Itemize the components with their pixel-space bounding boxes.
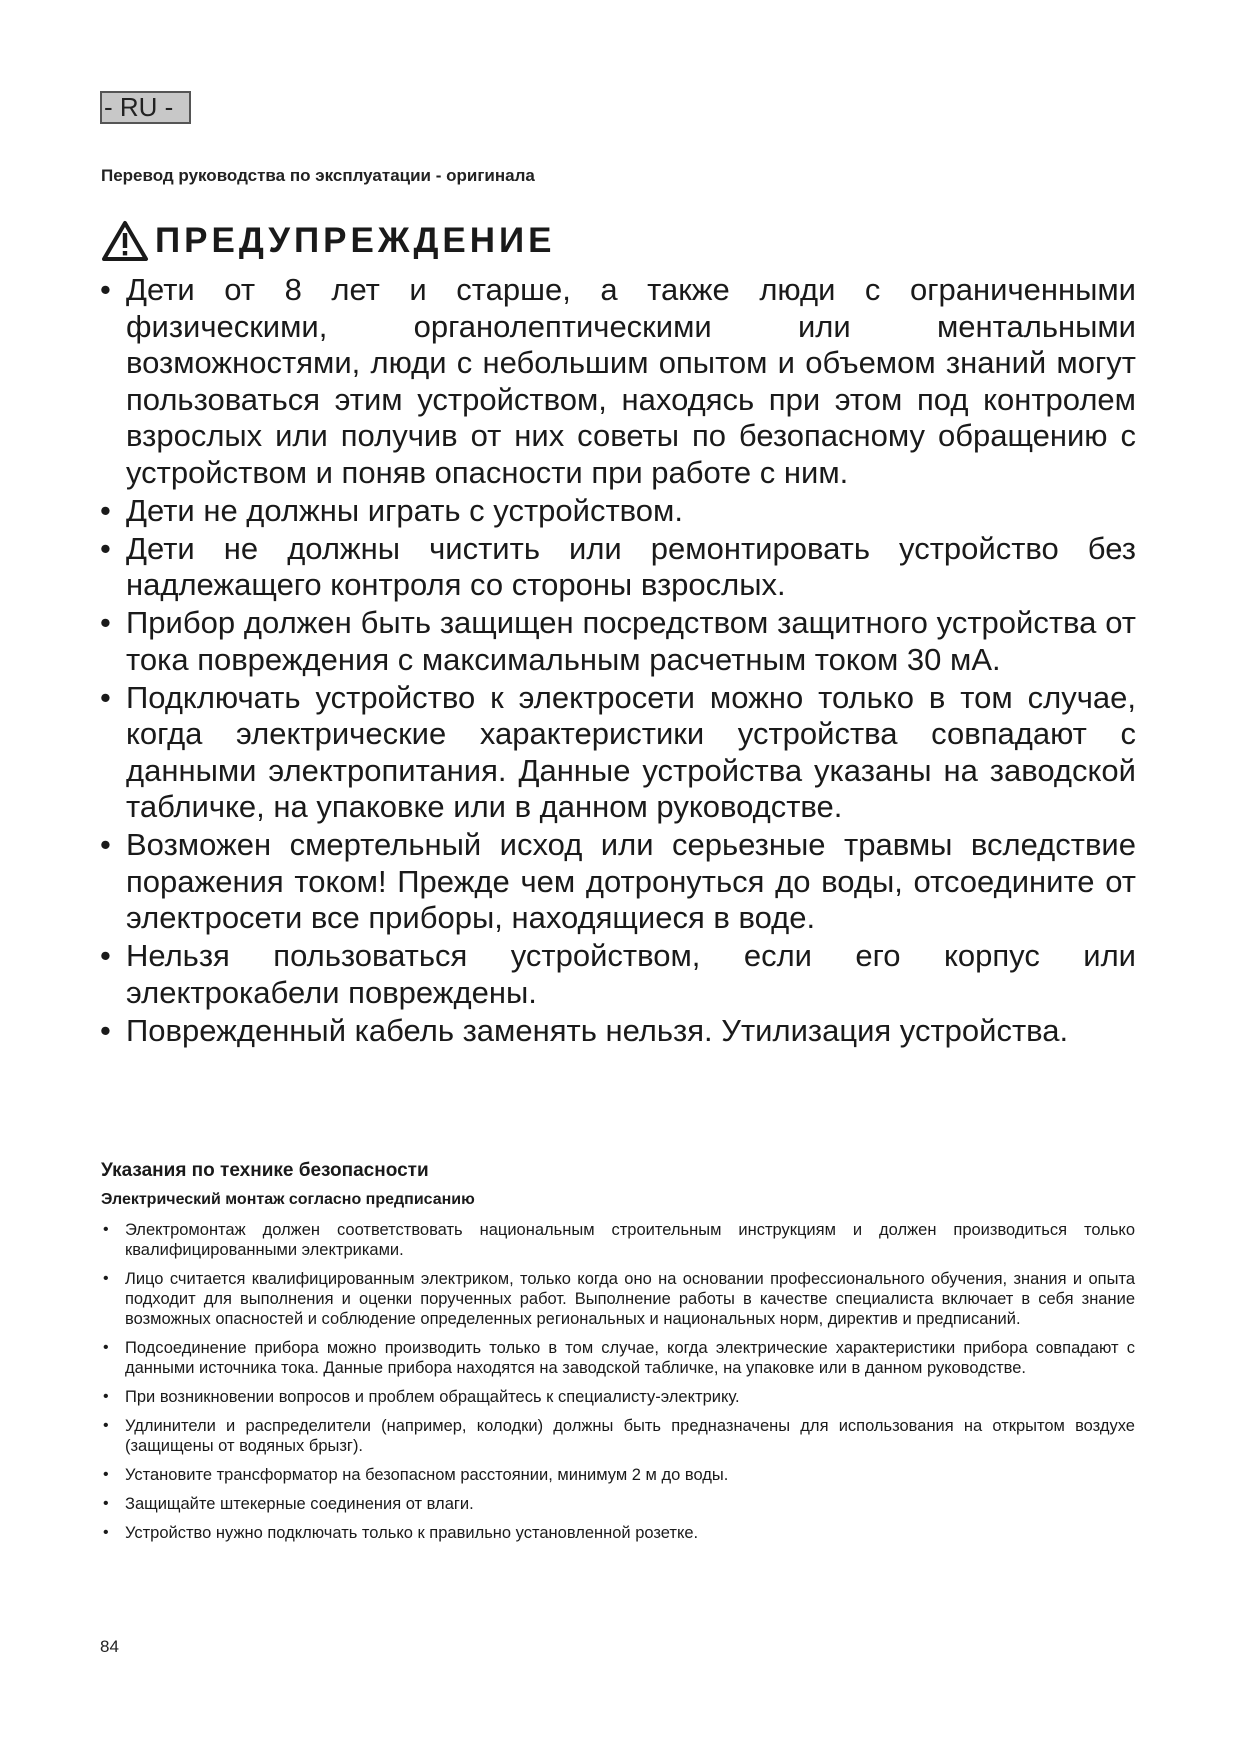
- warning-item: • Возможен смертельный исход или серьезные травмы вследствие поражения током! Прежде чем дотронуться до воды, отсоедините от электросети все приборы, находящиеся в воде.: [100, 827, 1136, 937]
- safety-section-title: Указания по технике безопасности: [101, 1160, 429, 1181]
- warning-item: • Дети не должны играть с устройством.: [100, 493, 1136, 530]
- warning-heading: [101, 216, 556, 266]
- safety-item: • Подсоединение прибора можно производить только в том случае, когда электрические характеристики прибора совпадают с данными источника тока. Данные прибора находятся на заводской табличке, на упаковке или в данном руководстве.: [101, 1338, 1135, 1378]
- safety-item: • Удлинители и распределители (например, колодки) должны быть предназначены для использования на открытом воздухе (защищены от водяных брызг).: [101, 1416, 1135, 1456]
- warning-item: • Прибор должен быть защищен посредством защитного устройства от тока повреждения с максимальным расчетным током 30 мА.: [100, 605, 1136, 678]
- safety-item: • Устройство нужно подключать только к правильно установленной розетке.: [101, 1523, 1135, 1543]
- warning-item: • Поврежденный кабель заменять нельзя. Утилизация устройства.: [100, 1013, 1136, 1050]
- language-label: - RU -: [100, 91, 191, 124]
- warning-item: • Нельзя пользоваться устройством, если его корпус или электрокабели повреждены.: [100, 938, 1136, 1011]
- warning-item: • Дети не должны чистить или ремонтировать устройство без надлежащего контроля со стороны взрослых.: [100, 531, 1136, 604]
- safety-item: • Электромонтаж должен соответствовать национальным строительным инструкциям и должен производиться только квалифицированными электриками.: [101, 1220, 1135, 1260]
- safety-list: [101, 1220, 1135, 1552]
- safety-item: • Установите трансформатор на безопасном расстоянии, минимум 2 м до воды.: [101, 1465, 1135, 1485]
- safety-item: • Лицо считается квалифицированным электриком, только когда оно на основании профессионального обучения, знания и опыта подходит для выполнения и оценки порученных работ. Выполнение работы в качестве специалиста включает в себя знание возможных опасностей и соблюдение определенных региональных и национальных норм, директив и предписаний.: [101, 1269, 1135, 1329]
- warning-title: ПРЕДУПРЕЖДЕНИЕ: [155, 221, 556, 260]
- page-number: 84: [100, 1637, 119, 1656]
- translation-subtitle: Перевод руководства по эксплуатации - оригинала: [101, 166, 535, 185]
- safety-section-subtitle: Электрический монтаж согласно предписанию: [101, 1191, 475, 1208]
- safety-item: • Защищайте штекерные соединения от влаги.: [101, 1494, 1135, 1514]
- safety-item: • При возникновении вопросов и проблем обращайтесь к специалисту-электрику.: [101, 1387, 1135, 1407]
- warning-list: [100, 272, 1136, 1051]
- warning-item: • Подключать устройство к электросети можно только в том случае, когда электрические характеристики устройства совпадают с данными электропитания. Данные устройства указаны на заводской табличке, на упаковке или в данном руководстве.: [100, 680, 1136, 826]
- warning-item: • Дети от 8 лет и старше, а также люди с ограниченными физическими, органолептическими или ментальными возможностями, люди с небольшим опытом и объемом знаний могут пользоваться этим устройством, находясь при этом под контролем взрослых или получив от них советы по безопасному обращению с устройством и поняв опасности при работе с ним.: [100, 272, 1136, 491]
- warning-triangle-icon: [101, 220, 149, 262]
